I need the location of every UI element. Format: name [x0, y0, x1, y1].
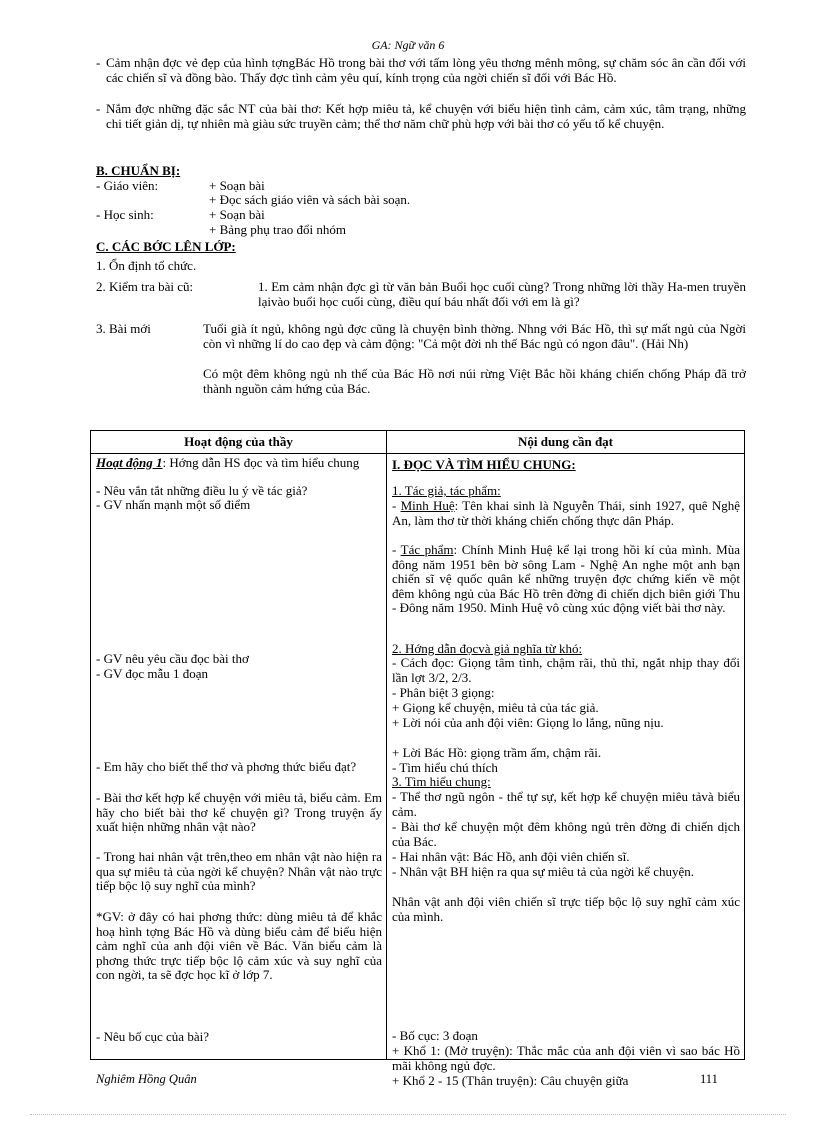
subsection-reading: 2. Hớng dẫn đọcvà giả nghĩa từ khó: — [392, 641, 583, 656]
general-note: - Bài thơ kể chuyện một đêm không ngủ trên đờng đi chiến dịch của Bác. — [392, 819, 740, 849]
question: - GV nhấn mạnh một số điểm — [96, 497, 251, 512]
work-label: Tác phẩm — [400, 542, 454, 557]
question: - GV đọc mẫu 1 đoạn — [96, 666, 209, 681]
step-3-text-1: Tuổi già ít ngủ, không ngủ đợc cũng là chuyện bình thờng. Nhng với Bác Hồ, thì sự mất ngủ của Ngời còn vì những lí do cao đẹp và cảm động: "Cả một đời nh thế Bác ngủ có ngon đâu". (Hải Nh) — [203, 321, 746, 351]
bullet: - — [96, 101, 101, 116]
step-1: 1. Ổn định tổ chức. — [96, 258, 197, 273]
layout-note: + Khổ 1: (Mở truyện): Thắc mắc của anh đội viên vì sao bác Hồ mãi không ngủ đợc. — [392, 1043, 740, 1073]
col-header-teacher: Hoạt động của thầy — [91, 431, 387, 454]
layout-note: - Bố cục: 3 đoạn — [392, 1028, 478, 1043]
teacher-item: + Soạn bài — [209, 178, 265, 193]
general-note: - Hai nhân vật: Bác Hồ, anh đội viên chiến sĩ. — [392, 849, 630, 864]
step-2-label: 2. Kiểm tra bài cũ: — [96, 279, 194, 294]
activity-label: Hoạt động 1 — [96, 455, 163, 470]
teacher-note: *GV: ở đây có hai phơng thức: dùng miêu tả để khắc hoạ hình tợng Bác Hồ và dùng biểu cảm để biểu hiện cảm nghĩ của anh đội viên về Bác. Văn biểu cảm là phơng thức trực tiếp bộc lộ cảm xúc và suy nghĩ của con ngời, ta sẽ đợc học kĩ ở lớp 7. — [96, 909, 382, 983]
reading-note: - Cách đọc: Giọng tâm tình, chậm rãi, thủ thỉ, ngắt nhịp thay đổi lần lợt 3/2, 2/3. — [392, 655, 740, 685]
preparation-heading: B. CHUẨN BỊ: — [96, 163, 181, 178]
question: - Bài thơ kết hợp kể chuyện với miêu tả, biểu cảm. Em hãy cho biết bài thơ kể chuyện gì? Trong truyện ấy xuất hiện những nhân vật nào? — [96, 790, 382, 835]
general-note: Nhân vật anh đội viên chiến sĩ trực tiếp bộc lộ suy nghĩ cảm xúc của mình. — [392, 894, 740, 924]
reading-note: - Tìm hiểu chú thích — [392, 760, 498, 775]
author-info: - Minh Huệ: Tên khai sinh là Nguyễn Thái, sinh 1927, quê Nghệ An, làm thơ từ thời kháng chiến chống thực dân Pháp. — [392, 498, 740, 528]
subsection-general: 3. Tìm hiểu chung: — [392, 774, 491, 789]
objective-1: Cảm nhận đợc vẻ đẹp của hình tợngBác Hồ trong bài thơ với tấm lòng yêu thơng mênh mông, sự chăm sóc ân cần đối với các chiến sĩ và đồng bào. Thấy đợc tình cảm yêu quí, kính trọng của ngời chiến sĩ đối với Bác Hồ. — [106, 55, 746, 85]
reading-note: + Lời Bác Hồ: giọng trầm ấm, chậm rãi. — [392, 745, 602, 760]
objective-2: Nắm đợc những đặc sắc NT của bài thơ: Kết hợp miêu tả, kể chuyện với biểu hiện tình cảm, cảm xúc, tâm trạng, những chi tiết giản dị, tự nhiên mà giàu sức truyền cảm; thể thơ năm chữ phù hợp với bài thơ có yếu tố kể chuyện. — [106, 101, 746, 131]
question: - Nêu bố cục của bài? — [96, 1029, 209, 1044]
general-note: - Nhân vật BH hiện ra qua sự miêu tả của ngời kể chuyện. — [392, 864, 694, 879]
reading-note: - Phân biệt 3 giọng: — [392, 685, 495, 700]
work-info: - Tác phẩm: Chính Minh Huệ kể lại trong hồi kí của mình. Mùa đông năm 1951 bên bờ sông Lam - Nghệ An nghe một anh bạn chiến sĩ vệ quốc quân kể những truyện đợc chứng kiến về một đêm không ngủ của Bác Hồ trên đờng đi chiến dịch biên giới Thu - Đông năm 1950. Minh Huệ vô cùng xúc động viết bài thơ này. — [392, 542, 740, 616]
teacher-column — [91, 454, 387, 1060]
student-item: + Soạn bài — [209, 207, 265, 222]
student-item: + Bảng phụ trao đổi nhóm — [209, 222, 346, 237]
question: - Nêu vắn tắt những điều lu ý về tác giả? — [96, 483, 308, 498]
step-3-label: 3. Bài mới — [96, 321, 151, 336]
question: - Em hãy cho biết thể thơ và phơng thức biểu đạt? — [96, 759, 357, 774]
teacher-label: - Giáo viên: — [96, 178, 159, 193]
steps-heading: C. CÁC BỚC LÊN LỚP: — [96, 239, 236, 254]
author-label: Minh Huệ — [400, 498, 455, 513]
col-header-content: Nội dung cần đạt — [387, 431, 745, 454]
reading-note: + Lời nói của anh đội viên: Giọng lo lắng, nũng nịu. — [392, 715, 664, 730]
footer-author: Nghiêm Hồng Quân — [96, 1072, 197, 1086]
subsection-author-work: 1. Tác giả, tác phẩm: — [392, 483, 501, 498]
question: - GV nêu yêu cầu đọc bài thơ — [96, 651, 249, 666]
step-2-text: 1. Em cảm nhận đợc gì từ văn bản Buổi học cuối cùng? Trong những lời thầy Ha-men truyền lạivào buổi học cuối cùng, điều quí báu nhất đối với em là gì? — [258, 279, 746, 309]
section-title: I. ĐỌC VÀ TÌM HIỂU CHUNG: — [392, 457, 576, 472]
general-note: - Thể thơ ngũ ngôn - thể tự sự, kết hợp kể chuyện miêu tảvà biểu cảm. — [392, 789, 740, 819]
question: - Trong hai nhân vật trên,theo em nhân vật nào hiện ra qua sự miêu tả của ngời kể chuyện? Nhân vật nào trực tiếp bộc lộ suy nghĩ của mình? — [96, 849, 382, 894]
layout-note: + Khổ 2 - 15 (Thân truyện): Câu chuyện giữa — [392, 1073, 629, 1088]
activity-1 — [91, 456, 387, 471]
reading-note: + Giọng kể chuyện, miêu tả của tác giả. — [392, 700, 599, 715]
student-label: - Học sinh: — [96, 207, 154, 222]
activity-text: : Hớng dẫn HS đọc và tìm hiểu chung — [162, 455, 360, 470]
teacher-item: + Đọc sách giáo viên và sách bài soạn. — [209, 192, 411, 207]
step-3-text-2: Có một đêm không ngủ nh thế của Bác Hồ nơi núi rừng Việt Bắc hồi kháng chiến chống Pháp đã trở thành nguồn cảm hứng của Bác. — [203, 366, 746, 396]
bullet: - — [96, 55, 101, 70]
page-number: 111 — [700, 1072, 718, 1086]
work-text: : Chính Minh Huệ kể lại trong hồi kí của mình. Mùa đông năm 1951 bên bờ sông Lam - Nghệ An nghe một anh bạn chiến sĩ vệ quốc quân kể những truyện đợc chứng kiến về một đêm không ngủ của Bác Hồ trên đờng đi chiến dịch biên giới Thu - Đông năm 1950. Minh Huệ vô cùng xúc động viết bài thơ này. — [392, 542, 740, 616]
author-text: : Tên khai sinh là Nguyễn Thái, sinh 1927, quê Nghệ An, làm thơ từ thời kháng chiến chống thực dân Pháp. — [392, 498, 740, 528]
page-divider — [30, 1114, 786, 1115]
page-header: GA: Ngữ văn 6 — [371, 38, 445, 52]
